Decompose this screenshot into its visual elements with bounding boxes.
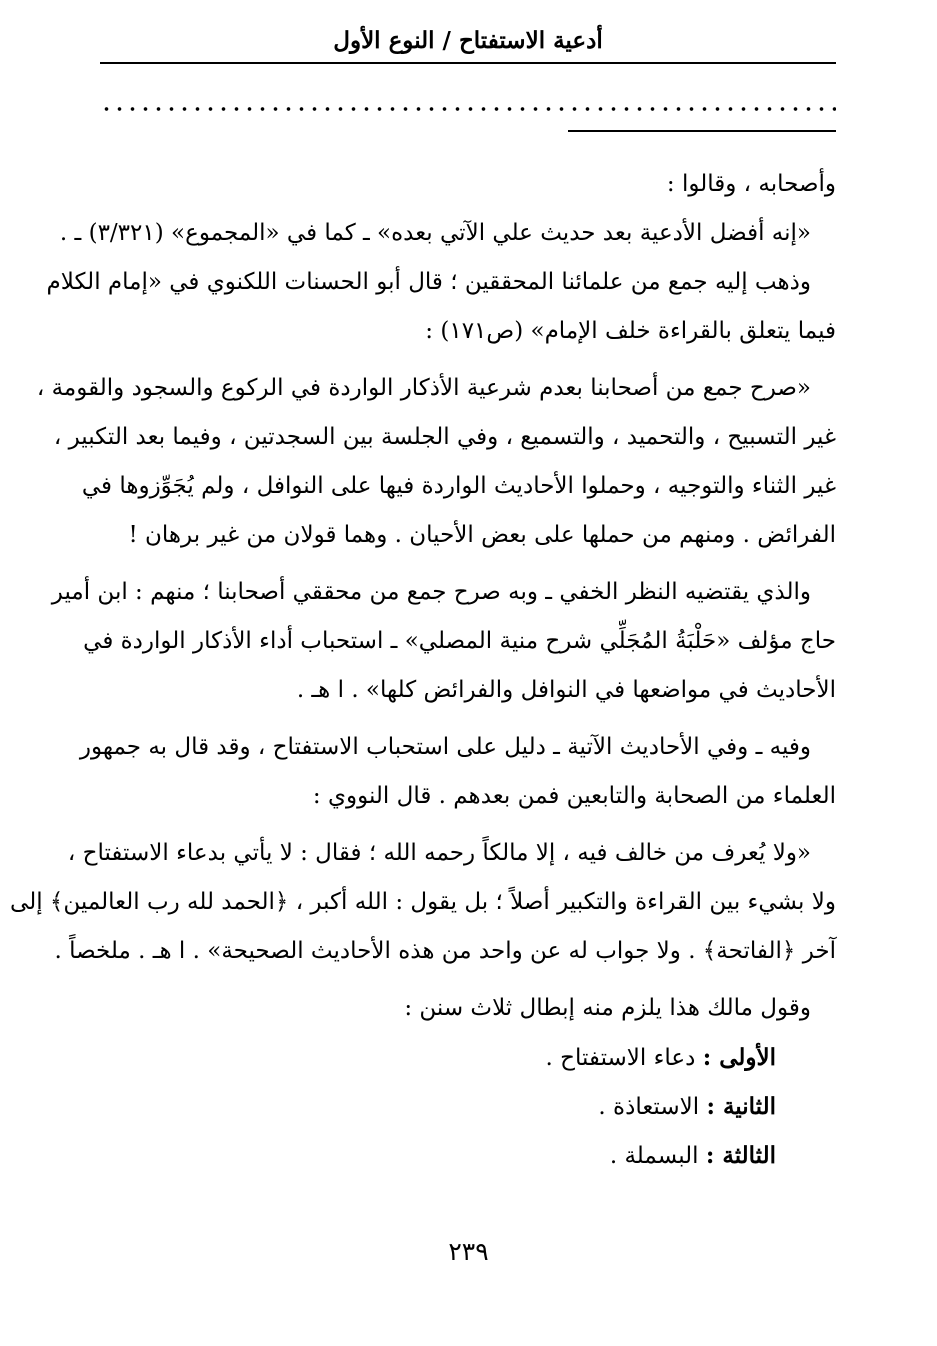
text-line: ولا بشيء بين القراءة والتكبير أصلاً ؛ بل يقول : الله أكبر ، ﴿الحمد لله رب العالمين﴾ إلى (10, 889, 836, 915)
paragraph-gap (96, 560, 836, 568)
paragraph-gap (96, 356, 836, 364)
list-item-text: البسملة . (609, 1143, 699, 1169)
text-line: الفرائض . ومنهم من حملها على بعض الأحيان . وهما قولان من غير برهان ! (128, 522, 836, 548)
text-line: الأحاديث في مواضعها في النوافل والفرائض كلها» . ا هـ . (296, 677, 836, 703)
text-line: وأصحابه ، وقالوا : (666, 171, 836, 197)
list-item-label: الثانية : (706, 1093, 776, 1120)
list-item (96, 1033, 836, 1082)
list-item-label: الأولى : (702, 1044, 776, 1071)
footnote-rule (568, 130, 836, 132)
text-line: وقول مالك هذا يلزم منه إبطال ثلاث سنن : (404, 995, 811, 1021)
page-body (10, 160, 836, 1180)
list-item-label: الثالثة : (705, 1142, 776, 1169)
text-line: غير التسبيح ، والتحميد ، والتسميع ، وفي الجلسة بين السجدتين ، وفيما بعد التكبير ، (53, 424, 836, 450)
text-line: فيما يتعلق بالقراءة خلف الإمام» (ص١٧١) : (425, 318, 836, 344)
running-title: أدعية الاستفتاح / النوع الأول (333, 27, 603, 54)
text-line: وذهب إليه جمع من علمائنا المحققين ؛ قال أبو الحسنات اللكنوي في «إمام الكلام (46, 269, 811, 295)
paragraph-gap (96, 715, 836, 723)
text-line: حاج مؤلف «حَلْبَةُ المُجَلِّي شرح منية المصلي» ـ استحباب أداء الأذكار الواردة في (83, 628, 836, 654)
list-item (96, 1131, 836, 1180)
dotted-separator (100, 104, 836, 114)
text-line: «إنه أفضل الأدعية بعد حديث علي الآتي بعده» ـ كما في «المجموع» (٣/٣٢١) ـ . (59, 220, 811, 246)
text-line: وفيه ـ وفي الأحاديث الآتية ـ دليل على استحباب الاستفتاح ، وقد قال به جمهور (79, 734, 811, 760)
text-line: «ولا يُعرف من خالف فيه ، إلا مالكاً رحمه الله ؛ فقال : لا يأتي بدعاء الاستفتاح ، (67, 840, 811, 866)
list-item-text: دعاء الاستفتاح . (545, 1045, 696, 1071)
text-line: «صرح جمع من أصحابنا بعدم شرعية الأذكار الواردة في الركوع والسجود والقومة ، (36, 375, 811, 401)
text-line: والذي يقتضيه النظر الخفي ـ وبه صرح جمع من محققي أصحابنا ؛ منهم : ابن أمير (51, 579, 811, 605)
list-item (96, 1082, 836, 1131)
text-line: العلماء من الصحابة والتابعين فمن بعدهم . قال النووي : (312, 783, 836, 809)
page-number: ٢٣٩ (448, 1237, 489, 1266)
text-line: غير الثناء والتوجيه ، وحملوا الأحاديث الواردة فيها على النوافل ، ولم يُجَوِّزوها في (81, 473, 836, 499)
text-line: آخر ﴿الفاتحة﴾ . ولا جواب له عن واحد من هذه الأحاديث الصحيحة» . ا هـ . ملخصاً . (54, 938, 836, 964)
paragraph-gap (96, 821, 836, 829)
header-rule (100, 62, 836, 64)
paragraph-gap (96, 976, 836, 984)
list-item-text: الاستعاذة . (598, 1094, 700, 1120)
